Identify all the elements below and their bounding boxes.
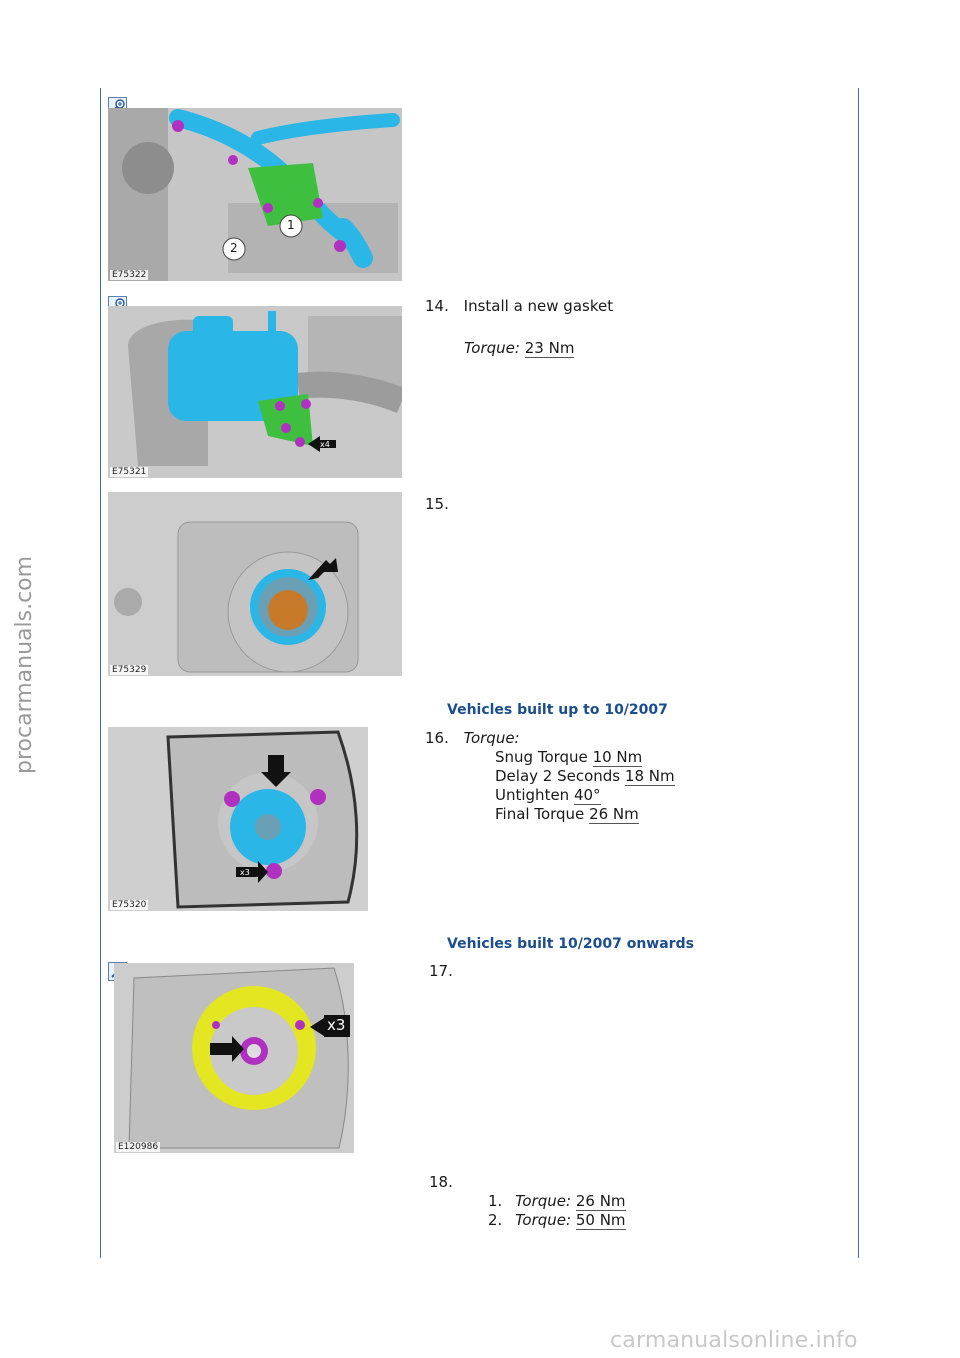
torque-value[interactable]: 50 Nm xyxy=(575,1211,626,1229)
step-16 xyxy=(425,729,520,747)
torque-step-label: Final Torque xyxy=(495,805,585,823)
torque-label: Torque: xyxy=(515,1192,572,1210)
callout-1: 1 xyxy=(287,218,295,232)
step-17 xyxy=(429,962,453,980)
step-text: Install a new gasket xyxy=(463,297,614,315)
step-16-line-1 xyxy=(495,748,642,766)
step-number: 17. xyxy=(429,962,453,980)
left-rule xyxy=(100,88,101,1258)
crankshaft-seal-illustration xyxy=(108,492,402,676)
engine-coolant-pipe-illustration xyxy=(108,108,402,281)
torque-value[interactable]: 26 Nm xyxy=(575,1192,626,1210)
torque-step-value[interactable]: 40° xyxy=(573,786,601,804)
step-number: 15. xyxy=(425,495,449,513)
step-number: 16. xyxy=(425,729,449,747)
step-number: 18. xyxy=(429,1173,453,1191)
step-18-item-2 xyxy=(488,1211,626,1229)
figure-e75321[interactable] xyxy=(108,306,402,478)
torque-label: Torque: xyxy=(515,1211,572,1229)
bottom-watermark: carmanualsonline.info xyxy=(610,1328,858,1353)
figure-code: E75329 xyxy=(112,665,147,675)
item-number: 1. xyxy=(488,1192,503,1210)
step-15 xyxy=(425,495,449,513)
step-number: 14. xyxy=(425,297,449,315)
callout-x3: x3 xyxy=(327,1016,346,1034)
callout-x3: x3 xyxy=(240,868,250,877)
side-watermark: procarmanuals.com xyxy=(12,555,37,774)
step-16-line-4 xyxy=(495,805,639,823)
torque-label: Torque: xyxy=(463,729,520,747)
right-rule xyxy=(858,88,859,1258)
step-18-item-1 xyxy=(488,1192,626,1210)
torque-label: Torque: xyxy=(464,339,520,357)
flywheel-hub-illustration xyxy=(114,963,354,1153)
callout-x4: x4 xyxy=(320,440,330,449)
figure-code: E75322 xyxy=(112,270,147,280)
torque-step-label: Untighten xyxy=(495,786,570,804)
torque-step-label: Delay 2 Seconds xyxy=(495,767,621,785)
torque-step-label: Snug Torque xyxy=(495,748,588,766)
callout-2: 2 xyxy=(230,241,238,255)
section-header-2007-onwards: Vehicles built 10/2007 onwards xyxy=(447,936,694,952)
figure-e120986[interactable] xyxy=(114,963,354,1153)
torque-step-value[interactable]: 10 Nm xyxy=(592,748,643,766)
step-18 xyxy=(429,1173,453,1191)
figure-code: E75320 xyxy=(112,900,147,910)
figure-code: E120986 xyxy=(118,1142,159,1152)
torque-value[interactable]: 23 Nm xyxy=(524,339,575,357)
torque-step-value[interactable]: 26 Nm xyxy=(589,805,639,823)
step-14-torque xyxy=(464,339,574,357)
step-16-line-3 xyxy=(495,786,601,804)
figure-e75322[interactable] xyxy=(108,108,402,281)
item-number: 2. xyxy=(488,1211,503,1229)
figure-e75320[interactable] xyxy=(108,727,368,911)
step-16-line-2 xyxy=(495,767,675,785)
step-14 xyxy=(425,297,613,315)
section-header-up-to-2007: Vehicles built up to 10/2007 xyxy=(447,702,668,718)
torque-step-value[interactable]: 18 Nm xyxy=(624,767,675,785)
figure-e75329[interactable] xyxy=(108,492,402,676)
fuel-pump-illustration xyxy=(108,306,402,478)
figure-code: E75321 xyxy=(112,467,147,477)
pulley-hub-illustration xyxy=(108,727,368,911)
